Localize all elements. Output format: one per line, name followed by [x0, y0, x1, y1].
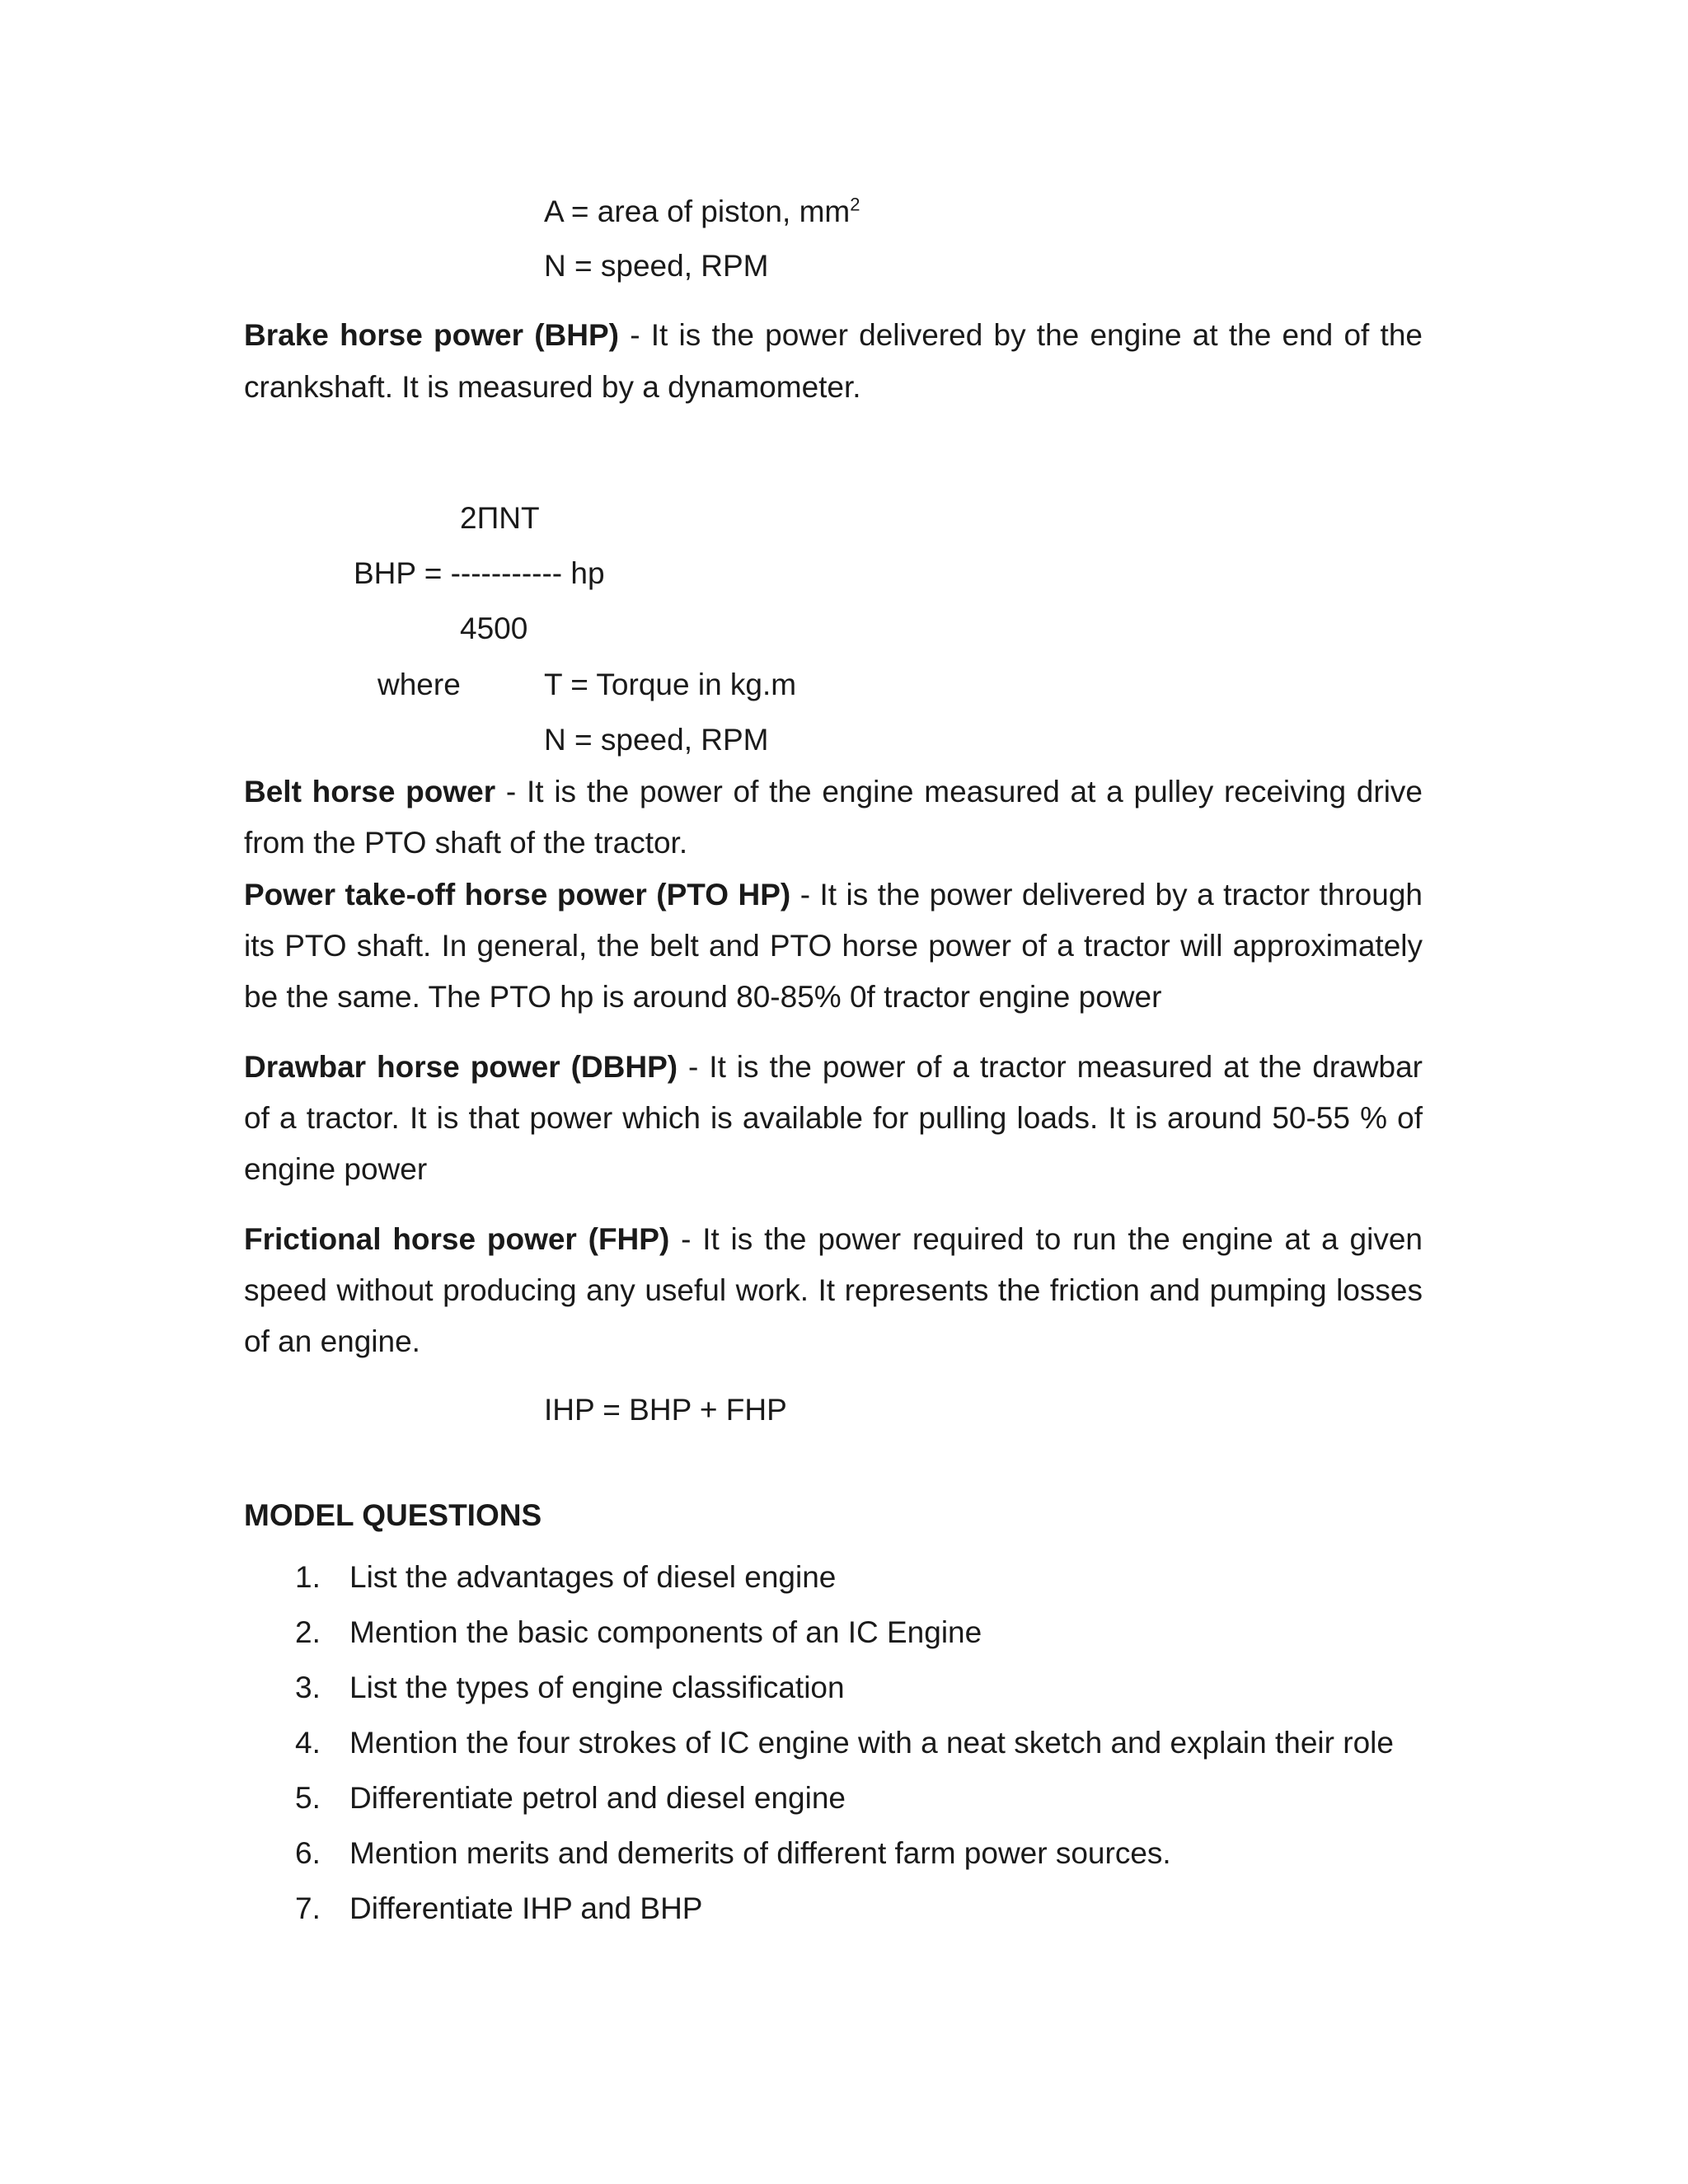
- belt-hp-term: Belt horse power: [244, 775, 496, 808]
- question-item: [288, 1770, 1394, 1825]
- question-item: [288, 1605, 1394, 1660]
- question-number: 1.: [295, 1560, 321, 1594]
- dbhp-term: Drawbar horse power (DBHP): [244, 1050, 678, 1084]
- question-text: List the advantages of diesel engine: [349, 1560, 837, 1594]
- question-item: [288, 1715, 1394, 1770]
- formula-torque-definition: T = Torque in kg.m: [544, 668, 797, 701]
- question-text: Mention the basic components of an IC Engine: [349, 1615, 982, 1649]
- question-number: 2.: [295, 1615, 321, 1649]
- belt-hp-text: - It is the power of the engine measured at a pulley receiving drive from the PTO shaft of the tractor.: [244, 775, 1423, 860]
- model-questions-list: [288, 1549, 1394, 1936]
- formula-numerator: 2ΠNT: [460, 501, 540, 535]
- speed-definition: N = speed, RPM: [544, 249, 769, 283]
- formula-where-label: where: [377, 668, 461, 701]
- dbhp-text: - It is the power of a tractor measured at the drawbar of a tractor. It is that power which is available for pulling loads. It is around 50-55 % of engine power: [244, 1050, 1423, 1186]
- question-item: [288, 1660, 1394, 1715]
- question-text: List the types of engine classification: [349, 1671, 845, 1704]
- pto-hp-term: Power take-off horse power (PTO HP): [244, 878, 791, 912]
- question-item: [288, 1549, 1394, 1605]
- pto-hp-paragraph: [244, 869, 1423, 1023]
- fhp-paragraph: [244, 1214, 1423, 1367]
- question-item: [288, 1825, 1394, 1881]
- formula-speed-definition: N = speed, RPM: [544, 723, 769, 757]
- question-text: Differentiate IHP and BHP: [349, 1891, 703, 1925]
- question-text: Mention merits and demerits of different farm power sources.: [349, 1836, 1171, 1870]
- question-number: 5.: [295, 1781, 321, 1815]
- bhp-text: - It is the power delivered by the engine at the end of the crankshaft. It is measured by a dynamometer.: [244, 318, 1423, 404]
- pto-hp-text: - It is the power delivered by a tractor through its PTO shaft. In general, the belt and PTO horse power of a tractor will approximately be the same. The PTO hp is around 80-85% 0f tractor engine power: [244, 878, 1423, 1014]
- formula-denominator: 4500: [460, 612, 528, 645]
- bhp-term: Brake horse power (BHP): [244, 318, 619, 352]
- bhp-paragraph: [244, 309, 1423, 413]
- question-number: 3.: [295, 1671, 321, 1704]
- question-text: Mention the four strokes of IC engine with a neat sketch and explain their role: [349, 1726, 1394, 1760]
- dbhp-paragraph: [244, 1042, 1423, 1195]
- fhp-text: - It is the power required to run the engine at a given speed without producing any useful work. It represents the friction and pumping losses of an engine.: [244, 1222, 1423, 1358]
- question-item: [288, 1881, 1394, 1936]
- question-text: Differentiate petrol and diesel engine: [349, 1781, 846, 1815]
- question-number: 4.: [295, 1726, 321, 1760]
- fhp-term: Frictional horse power (FHP): [244, 1222, 670, 1256]
- question-number: 7.: [295, 1891, 321, 1925]
- model-questions-heading: MODEL QUESTIONS: [244, 1498, 542, 1532]
- formula-bhp-line: BHP = ----------- hp: [354, 556, 605, 590]
- area-definition: [544, 194, 860, 229]
- ihp-equation: IHP = BHP + FHP: [544, 1393, 787, 1427]
- question-number: 6.: [295, 1836, 321, 1870]
- belt-hp-paragraph: [244, 766, 1423, 869]
- area-unit-superscript: 2: [850, 194, 860, 215]
- area-definition-text: A = area of piston, mm: [544, 194, 851, 228]
